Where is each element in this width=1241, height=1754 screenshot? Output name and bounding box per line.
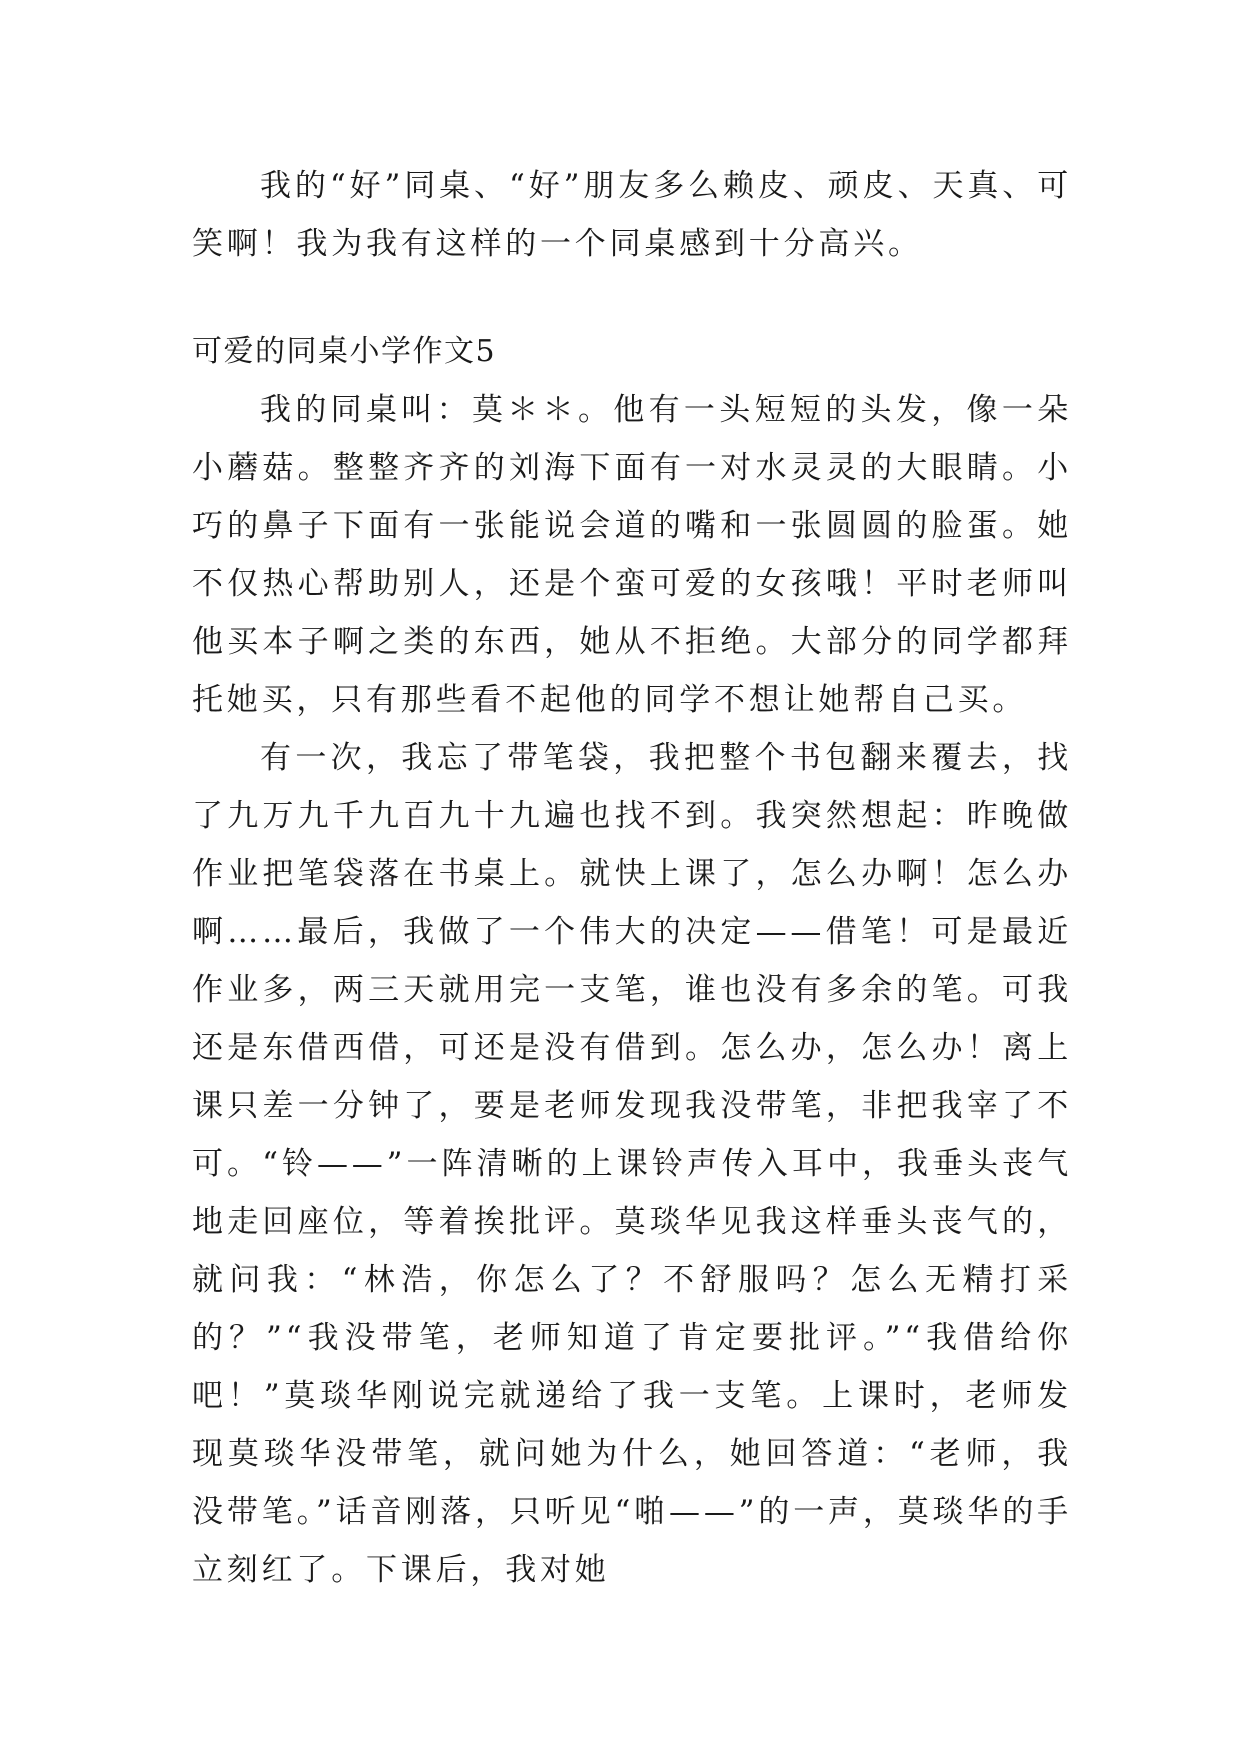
document-body	[192, 157, 1072, 1599]
paragraph-2: 有一次，我忘了带笔袋，我把整个书包翻来覆去，找了九万九千九百九十九遍也找不到。我突然想起：昨晚做作业把笔袋落在书桌上。就快上课了，怎么办啊！怎么办啊……最后，我做了一个伟大的决定——借笔！可是最近作业多，两三天就用完一支笔，谁也没有多余的笔。可我还是东借西借，可还是没有借到。怎么办，怎么办！离上课只差一分钟了，要是老师发现我没带笔，非把我宰了不可。“铃——”一阵清晰的上课铃声传入耳中，我垂头丧气地走回座位，等着挨批评。莫琰华见我这样垂头丧气的，就问我：“林浩，你怎么了？不舒服吗？怎么无精打采的？”“我没带笔，老师知道了肯定要批评。”“我借给你吧！”莫琰华刚说完就递给了我一支笔。上课时，老师发现莫琰华没带笔，就问她为什么，她回答道：“老师，我没带笔。”话音刚落，只听见“啪——”的一声，莫琰华的手立刻红了。下课后，我对她	[192, 740, 1072, 1588]
section-title: 可爱的同桌小学作文5	[192, 334, 497, 369]
intro-paragraph: 我的“好”同桌、“好”朋友多么赖皮、顽皮、天真、可笑啊！我为我有这样的一个同桌感到十分高兴。	[192, 168, 1072, 262]
paragraph-1: 我的同桌叫：莫＊＊。他有一头短短的头发，像一朵小蘑菇。整整齐齐的刘海下面有一对水灵灵的大眼睛。小巧的鼻子下面有一张能说会道的嘴和一张圆圆的脸蛋。她不仅热心帮助别人，还是个蛮可爱的女孩哦！平时老师叫他买本子啊之类的东西，她从不拒绝。大部分的同学都拜托她买，只有那些看不起他的同学不想让她帮自己买。	[192, 392, 1072, 718]
section-gap	[192, 273, 1072, 323]
